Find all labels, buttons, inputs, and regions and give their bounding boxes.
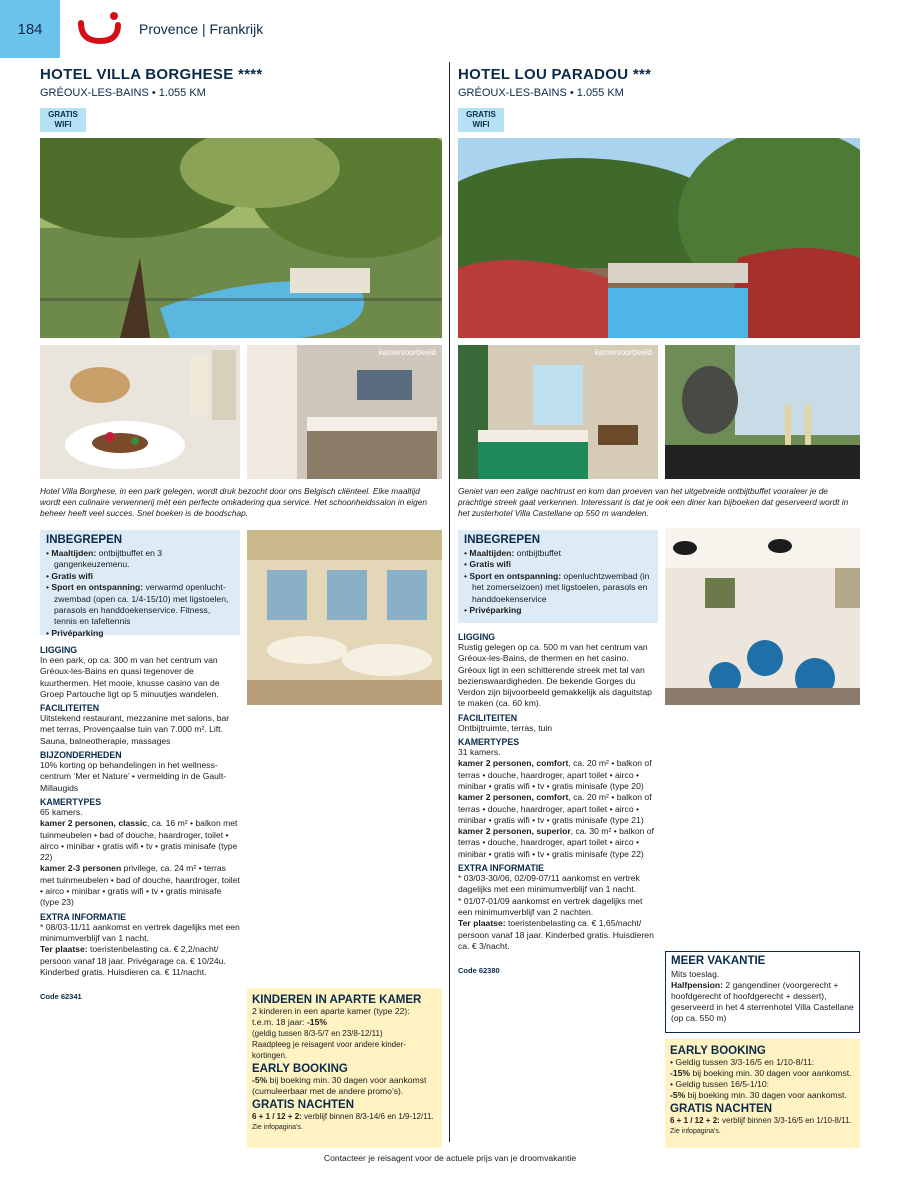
section-text: Ontbijtruimte, terras, tuin	[458, 722, 553, 733]
wifi-badge: GRATIS WIFI	[458, 108, 504, 132]
wifi-badge: GRATIS WIFI	[40, 108, 86, 132]
room-type: kamer 2 personen, comfort, ca. 20 m² • balkon of terras • douche, haardroger, apart toilet • airco • minibar • gratis wifi • tv • gratis minisafe (type 20)	[458, 758, 652, 791]
included-item: • Privéparking	[464, 605, 522, 616]
kids-text: 2 kinderen in een aparte kamer (type 22):	[252, 1006, 410, 1016]
tui-logo-icon	[78, 11, 122, 47]
bedroom-photo	[247, 345, 442, 479]
included-item: • Gratis wifi	[464, 559, 511, 570]
early-booking-title: EARLY BOOKING	[252, 1063, 348, 1075]
extra-text: * 03/03-30/06, 02/09-07/11 aankomst en vertrek dagelijks met een minimumverblijf van 1 nacht. * 01/07-01/09 aankomst en vertrek dagelijks met een minimumverblijf van 2 nachten.	[458, 873, 643, 917]
early-booking-text: -5% bij boeking min. 30 dagen voor aankomst (cumuleerbaar met de andere promo’s).	[252, 1075, 427, 1096]
photo-tag: kamervoorbeeld	[378, 348, 436, 357]
included-title: INBEGREPEN	[464, 534, 541, 546]
terrace-photo	[665, 345, 860, 479]
hotel-location: GRÉOUX-LES-BAINS • 1.055 KM	[458, 87, 624, 99]
included-item: • Maaltijden: ontbijtbuffet	[464, 548, 561, 558]
more-vacation-title: MEER VAKANTIE	[671, 955, 766, 967]
footer-note: Contacteer je reisagent voor de actuele prijs van je droomvakantie	[323, 1153, 577, 1163]
section-text: 31 kamers.	[458, 747, 501, 758]
extra-text: * 08/03-11/11 aankomst en vertrek dagelijks met een minimumverblijf van 1 nacht.	[40, 921, 240, 943]
pool-photo	[458, 138, 860, 338]
early-booking-period: • Geldig tussen 3/3-16/5 en 1/10-8/11:	[670, 1057, 815, 1067]
more-vacation-box	[665, 951, 860, 1033]
included-item: • Privéparking	[46, 627, 104, 638]
info-note: Zie infopagina’s.	[670, 1128, 721, 1135]
hotel-caption: Hotel Villa Borghese, in een park gelegen, wordt druk bezocht door ons Belgisch cliënteel. Elke maaltijd wordt een culinaire verwennerij mét een perfecte omkadering qua service. Het schoonheidssalon in eigen beheer heeft veel succes. Snel boeken is de boodschap.	[40, 486, 427, 518]
kids-validity: (geldig tussen 8/3-5/7 en 23/8-12/11) Raadpleeg je reisagent voor andere kinder-kortingen.	[252, 1029, 406, 1060]
details-column	[40, 642, 240, 1001]
included-item: • Gratis wifi	[46, 570, 93, 581]
breakfast-room-photo	[665, 528, 860, 705]
bedroom-photo	[458, 345, 658, 479]
page-number: 184	[0, 0, 60, 58]
hotel-location: GRÉOUX-LES-BAINS • 1.055 KM	[40, 87, 206, 99]
pool-photo	[40, 138, 442, 338]
half-board-text: Halfpension: 2 gangendiner (voorgerecht + hoofdgerecht of hoofdgerecht + dessert), geserveerd in het 4 sterrenhotel Villa Castellane (op ca. 550 m)	[671, 980, 854, 1023]
section-heading: BIJZONDERHEDEN	[40, 750, 122, 761]
hotel-title: HOTEL VILLA BORGHESE ****	[40, 66, 263, 83]
included-item: • Sport en ontspanning: openluchtzwembad (in het zomerseizoen) met ligstoelen, parasols en handdoekenservice	[464, 570, 650, 604]
room-type: kamer 2 personen, classic, ca. 16 m² • balkon met tuinmeubelen • bad of douche, haardroger, toilet • airco • minibar • gratis wifi • tv • gratis minisafe (type 22)	[40, 818, 238, 863]
room-type: kamer 2 personen, comfort, ca. 20 m² • balkon of terras • douche, haardroger, apart toilet • airco • minibar • gratis wifi • tv • gratis minisafe (type 21)	[458, 792, 652, 825]
region-label: Provence | Frankrijk	[139, 21, 264, 37]
promo-box	[247, 988, 442, 1148]
section-text: 10% korting op behandelingen in het wellness-centrum ‘Mer et Nature’ • vermelding in de Gault-Millaugids	[40, 760, 227, 793]
section-heading: KAMERTYPES	[458, 737, 520, 748]
early-booking-text: -5% bij boeking min. 30 dagen voor aankomst.	[670, 1090, 847, 1100]
free-nights-title: GRATIS NACHTEN	[670, 1103, 773, 1115]
free-nights-text: 6 + 1 / 12 + 2: verblijf binnen 8/3-14/6 en 1/9-12/11.	[252, 1112, 434, 1121]
details-column	[458, 629, 658, 975]
free-nights-text: 6 + 1 / 12 + 2: verblijf binnen 3/3-16/5 en 1/10-8/11.	[670, 1116, 852, 1125]
section-heading: LIGGING	[458, 632, 496, 642]
dinner-photo	[40, 345, 240, 479]
included-box	[40, 530, 240, 638]
free-nights-title: GRATIS NACHTEN	[252, 1099, 355, 1111]
section-heading: LIGGING	[40, 645, 78, 655]
hotel-code: Code 62341	[40, 992, 82, 1002]
early-booking-title: EARLY BOOKING	[670, 1045, 766, 1057]
restaurant-photo	[247, 530, 442, 705]
section-text: In een park, op ca. 300 m van het centrum van Gréoux-les-Bains en quasi tegenover de kuurthermen. Het mooie, knusse casino van de Groep Partouche ligt op 5 minuutjes wandelen.	[40, 655, 220, 699]
room-type: kamer 2 personen, superior, ca. 30 m² • balkon of terras • douche, haardroger, apart toilet • airco • minibar • gratis wifi • tv • gratis minisafe (type 22)	[458, 826, 654, 859]
promo-box	[665, 1039, 860, 1148]
info-note: Zie infopagina’s.	[252, 1124, 303, 1131]
section-heading: FACILITEITEN	[458, 712, 518, 723]
early-booking-text: -15% bij boeking min. 30 dagen voor aankomst.	[670, 1068, 852, 1078]
included-box	[458, 530, 658, 623]
hotel-caption: Geniet van een zalige nachtrust en kom dan proeven van het uitgebreide ontbijtbuffet vooraleer je de prachtige streek gaat verkennen. Interessant is dat je ook een diner kan bijboeken dat geserveerd wordt in het zusterhotel Villa Castellane op 550 m wandelen.	[458, 486, 849, 518]
room-type: kamer 2-3 personen privilege, ca. 24 m² • terras met tuinmeubelen • bad of douche, haardroger, toilet • airco • minibar • gratis wifi • tv • gratis minisafe (type 23)	[40, 863, 240, 908]
kids-age: t.e.m. 18 jaar: -15%	[252, 1017, 327, 1027]
hotel-title: HOTEL LOU PARADOU ***	[458, 66, 652, 83]
section-heading: FACILITEITEN	[40, 703, 100, 714]
local-costs: Ter plaatse: toeristenbelasting ca. € 2,2/nacht/ persoon vanaf 18 jaar. Privégarage ca. € 10/24u. Kinderbed gratis. Huisdieren ca. € 11/nacht.	[40, 944, 226, 977]
early-booking-period: • Geldig tussen 16/5-1/10:	[670, 1079, 770, 1089]
section-heading: KAMERTYPES	[40, 796, 102, 807]
local-costs: Ter plaatse: toeristenbelasting ca. € 1,65/nacht/ persoon vanaf 18 jaar. Kinderbed gratis. Huisdieren ca. € 3/nacht.	[458, 918, 654, 951]
extra-title: EXTRA INFORMATIE	[40, 911, 127, 922]
hotel-code: Code 62380	[458, 966, 500, 976]
section-text: Uitstekend restaurant, mezzanine met salons, bar met terras, Provençaalse tuin van 7.000 m². Lift. Sauna, balneotherapie, massages	[40, 713, 230, 746]
included-item: • Sport en ontspanning: verwarmd openlucht-zwembad (open ca. 1/4-15/10) met ligstoelen, parasols en handdoekenservice. Fitness, tennis en tafeltennis	[46, 582, 229, 627]
extra-title: EXTRA INFORMATIE	[458, 863, 545, 874]
kids-title: KINDEREN IN APARTE KAMER	[252, 994, 422, 1006]
section-text: 65 kamers.	[40, 806, 83, 817]
included-item: • Maaltijden: ontbijtbuffet en 3 gangenkeuzemenu.	[46, 548, 163, 570]
column-divider	[449, 62, 450, 1142]
section-text: Rustig gelegen op ca. 500 m van het centrum van Gréoux-les-Bains, de thermen en het casino. Gréoux ligt in een schitterende streek met tal van bezienswaardigheden. De bekende Gorges du Verdon zijn bijvoorbeeld gemakkelijk als daguitstap te maken (ca. 60 km).	[458, 642, 652, 709]
photo-tag: kamervoorbeeld	[594, 348, 652, 357]
surcharge-note: Mits toeslag.	[671, 969, 720, 979]
included-title: INBEGREPEN	[46, 534, 123, 546]
